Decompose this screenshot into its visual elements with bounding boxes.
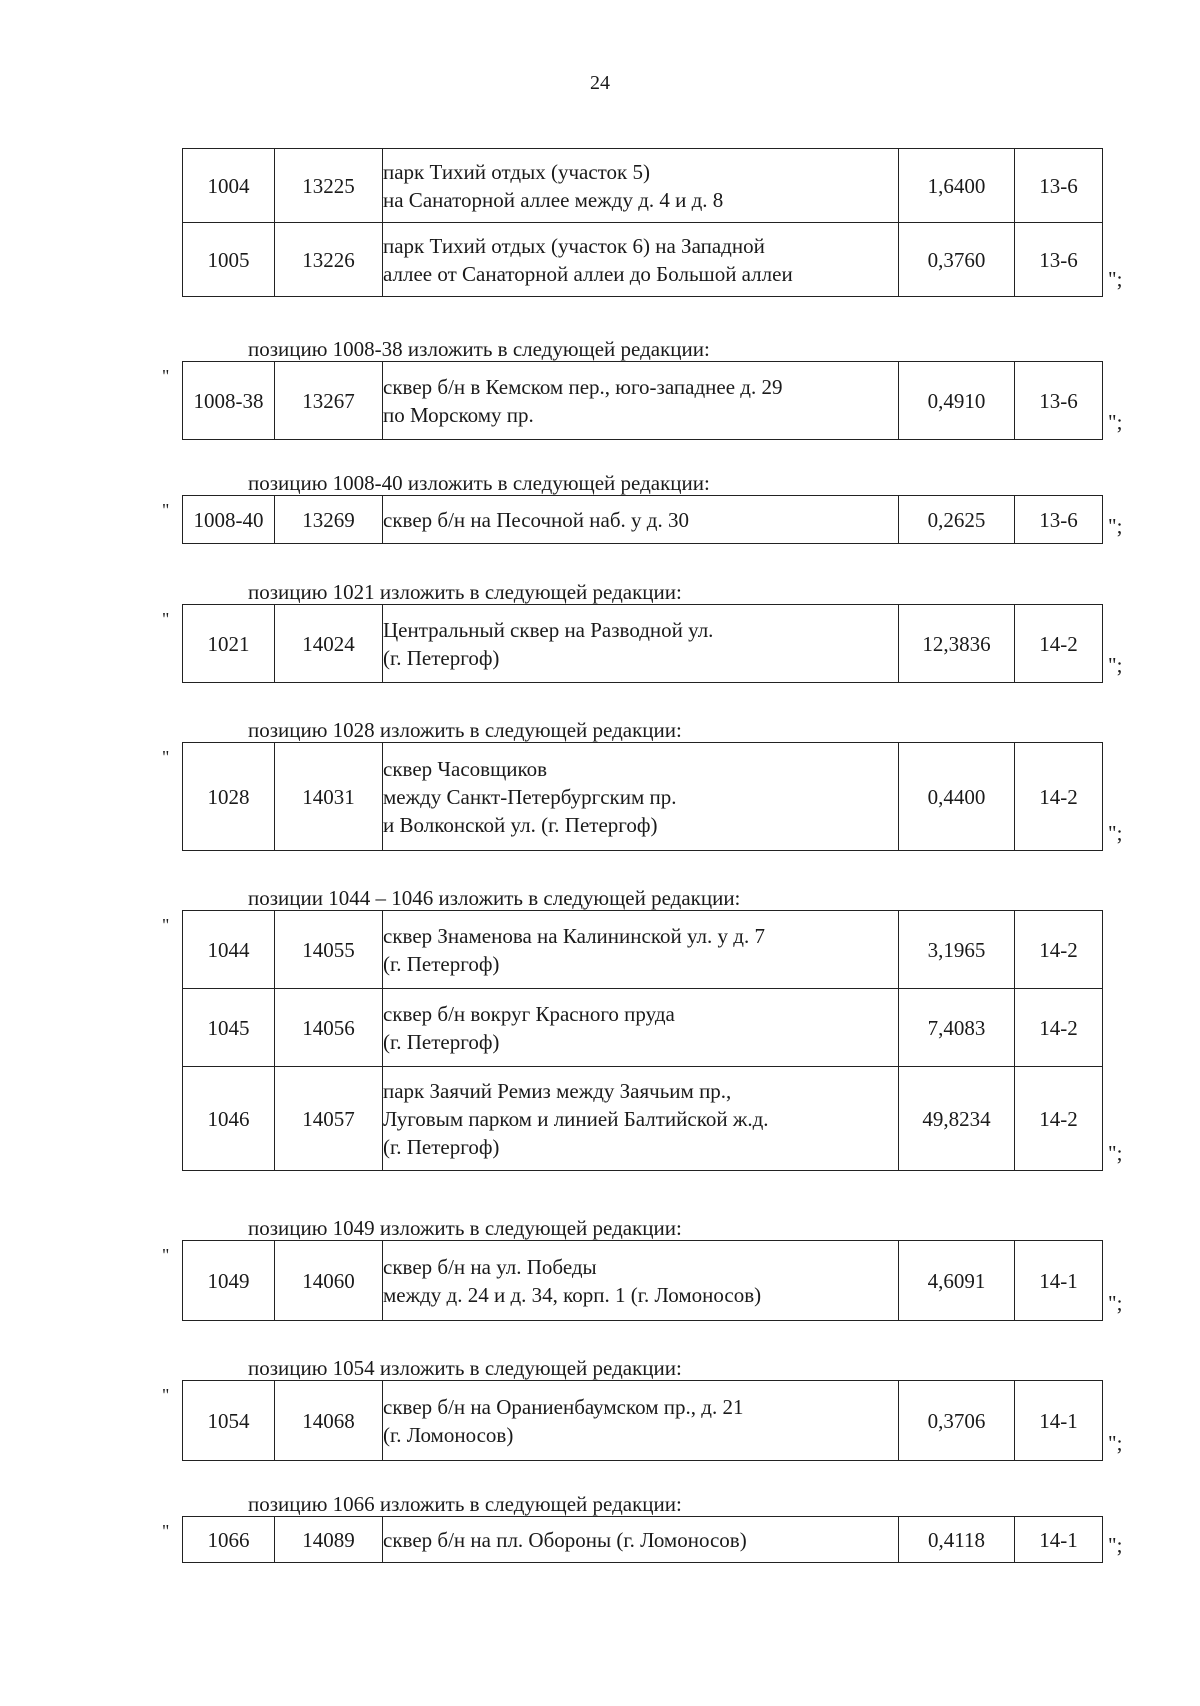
object-name-line: сквер Часовщиков bbox=[383, 756, 548, 781]
table-row bbox=[183, 223, 1103, 297]
area-cell: 49,8234 bbox=[899, 1067, 1015, 1171]
object-name-line: сквер б/н на ул. Победы bbox=[383, 1254, 597, 1279]
positions-table bbox=[182, 910, 1103, 1171]
object-name-line: между д. 24 и д. 34, корп. 1 (г. Ломоносов) bbox=[383, 1282, 762, 1307]
closing-quote: "; bbox=[1108, 410, 1123, 434]
table-row bbox=[183, 496, 1103, 544]
zone-cell: 14-2 bbox=[1015, 605, 1103, 683]
area-cell: 0,4910 bbox=[899, 362, 1015, 440]
table-row bbox=[183, 1381, 1103, 1461]
object-name-line: сквер б/н в Кемском пер., юго-западнее д. 29 bbox=[383, 374, 783, 399]
opening-quote: " bbox=[162, 915, 170, 935]
section-instruction: позицию 1054 изложить в следующей редакции: bbox=[248, 1356, 682, 1380]
position-number-cell: 1021 bbox=[183, 605, 275, 683]
area-cell: 12,3836 bbox=[899, 605, 1015, 683]
positions-table bbox=[182, 1240, 1103, 1321]
object-name-line: сквер б/н на Песочной наб. у д. 30 bbox=[383, 507, 689, 532]
object-code-cell: 13225 bbox=[275, 149, 383, 223]
object-name-line: между Санкт-Петербургским пр. bbox=[383, 784, 677, 809]
positions-table bbox=[182, 1380, 1103, 1461]
object-code-cell: 14089 bbox=[275, 1517, 383, 1563]
position-number-cell: 1045 bbox=[183, 989, 275, 1067]
object-code-cell: 14060 bbox=[275, 1241, 383, 1321]
table-row bbox=[183, 1517, 1103, 1563]
object-code-cell: 14057 bbox=[275, 1067, 383, 1171]
object-code-cell: 14056 bbox=[275, 989, 383, 1067]
object-name-line: на Санаторной аллее между д. 4 и д. 8 bbox=[383, 187, 724, 212]
opening-quote: " bbox=[162, 1245, 170, 1265]
zone-cell: 14-2 bbox=[1015, 743, 1103, 851]
position-number-cell: 1049 bbox=[183, 1241, 275, 1321]
table-row bbox=[183, 743, 1103, 851]
positions-table bbox=[182, 495, 1103, 544]
positions-table bbox=[182, 361, 1103, 440]
object-name-cell bbox=[383, 223, 899, 297]
position-number-cell: 1008-40 bbox=[183, 496, 275, 544]
position-number-cell: 1008-38 bbox=[183, 362, 275, 440]
area-cell: 0,3760 bbox=[899, 223, 1015, 297]
section-instruction: позицию 1028 изложить в следующей редакции: bbox=[248, 718, 682, 742]
object-name-cell bbox=[383, 605, 899, 683]
object-name-line: по Морскому пр. bbox=[383, 402, 534, 427]
object-code-cell: 13226 bbox=[275, 223, 383, 297]
section-instruction: позицию 1021 изложить в следующей редакции: bbox=[248, 580, 682, 604]
opening-quote: " bbox=[162, 609, 170, 629]
section-instruction: позиции 1044 – 1046 изложить в следующей редакции: bbox=[248, 886, 741, 910]
object-name-cell bbox=[383, 1067, 899, 1171]
object-name-line: сквер б/н вокруг Красного пруда bbox=[383, 1001, 675, 1026]
object-code-cell: 14068 bbox=[275, 1381, 383, 1461]
position-number-cell: 1044 bbox=[183, 911, 275, 989]
position-number-cell: 1046 bbox=[183, 1067, 275, 1171]
table-row bbox=[183, 1241, 1103, 1321]
object-name-cell bbox=[383, 1517, 899, 1563]
zone-cell: 13-6 bbox=[1015, 149, 1103, 223]
object-name-line: сквер Знаменова на Калининской ул. у д. 7 bbox=[383, 923, 765, 948]
object-code-cell: 14024 bbox=[275, 605, 383, 683]
area-cell: 0,4400 bbox=[899, 743, 1015, 851]
zone-cell: 14-1 bbox=[1015, 1381, 1103, 1461]
object-code-cell: 13269 bbox=[275, 496, 383, 544]
object-name-line: (г. Петергоф) bbox=[383, 1134, 500, 1159]
object-name-cell bbox=[383, 989, 899, 1067]
positions-table bbox=[182, 1516, 1103, 1563]
positions-table bbox=[182, 742, 1103, 851]
closing-quote: "; bbox=[1108, 653, 1123, 677]
object-name-line: сквер б/н на Ораниенбаумском пр., д. 21 bbox=[383, 1394, 744, 1419]
opening-quote: " bbox=[162, 747, 170, 767]
opening-quote: " bbox=[162, 500, 170, 520]
closing-quote: "; bbox=[1108, 1141, 1123, 1165]
area-cell: 3,1965 bbox=[899, 911, 1015, 989]
zone-cell: 13-6 bbox=[1015, 496, 1103, 544]
section-instruction: позицию 1066 изложить в следующей редакции: bbox=[248, 1492, 682, 1516]
table-row bbox=[183, 1067, 1103, 1171]
zone-cell: 14-2 bbox=[1015, 1067, 1103, 1171]
table-row bbox=[183, 911, 1103, 989]
object-name-line: аллее от Санаторной аллеи до Большой аллеи bbox=[383, 261, 793, 286]
object-name-cell bbox=[383, 496, 899, 544]
object-name-line: сквер б/н на пл. Обороны (г. Ломоносов) bbox=[383, 1527, 747, 1552]
object-name-cell bbox=[383, 149, 899, 223]
object-name-line: (г. Петергоф) bbox=[383, 1029, 500, 1054]
position-number-cell: 1066 bbox=[183, 1517, 275, 1563]
object-name-cell bbox=[383, 911, 899, 989]
table-row bbox=[183, 989, 1103, 1067]
zone-cell: 14-1 bbox=[1015, 1517, 1103, 1563]
positions-table bbox=[182, 148, 1103, 297]
object-name-cell bbox=[383, 362, 899, 440]
table-row bbox=[183, 362, 1103, 440]
area-cell: 1,6400 bbox=[899, 149, 1015, 223]
area-cell: 7,4083 bbox=[899, 989, 1015, 1067]
position-number-cell: 1054 bbox=[183, 1381, 275, 1461]
object-name-line: (г. Петергоф) bbox=[383, 645, 500, 670]
object-name-line: парк Заячий Ремиз между Заячьим пр., bbox=[383, 1078, 732, 1103]
closing-quote: "; bbox=[1108, 821, 1123, 845]
table-row bbox=[183, 605, 1103, 683]
object-code-cell: 14055 bbox=[275, 911, 383, 989]
object-name-line: (г. Петергоф) bbox=[383, 951, 500, 976]
object-code-cell: 14031 bbox=[275, 743, 383, 851]
zone-cell: 13-6 bbox=[1015, 223, 1103, 297]
zone-cell: 13-6 bbox=[1015, 362, 1103, 440]
section-instruction: позицию 1049 изложить в следующей редакции: bbox=[248, 1216, 682, 1240]
zone-cell: 14-1 bbox=[1015, 1241, 1103, 1321]
object-name-line: (г. Ломоносов) bbox=[383, 1422, 514, 1447]
position-number-cell: 1004 bbox=[183, 149, 275, 223]
object-name-line: и Волконской ул. (г. Петергоф) bbox=[383, 812, 658, 837]
closing-quote: "; bbox=[1108, 267, 1123, 291]
object-code-cell: 13267 bbox=[275, 362, 383, 440]
area-cell: 4,6091 bbox=[899, 1241, 1015, 1321]
closing-quote: "; bbox=[1108, 514, 1123, 538]
section-instruction: позицию 1008-38 изложить в следующей редакции: bbox=[248, 337, 710, 361]
closing-quote: "; bbox=[1108, 1431, 1123, 1455]
object-name-line: Луговым парком и линией Балтийской ж.д. bbox=[383, 1106, 769, 1131]
position-number-cell: 1005 bbox=[183, 223, 275, 297]
closing-quote: "; bbox=[1108, 1533, 1123, 1557]
zone-cell: 14-2 bbox=[1015, 911, 1103, 989]
section-instruction: позицию 1008-40 изложить в следующей редакции: bbox=[248, 471, 710, 495]
opening-quote: " bbox=[162, 1521, 170, 1541]
position-number-cell: 1028 bbox=[183, 743, 275, 851]
zone-cell: 14-2 bbox=[1015, 989, 1103, 1067]
object-name-line: парк Тихий отдых (участок 6) на Западной bbox=[383, 233, 765, 258]
closing-quote: "; bbox=[1108, 1291, 1123, 1315]
area-cell: 0,3706 bbox=[899, 1381, 1015, 1461]
object-name-cell bbox=[383, 743, 899, 851]
area-cell: 0,2625 bbox=[899, 496, 1015, 544]
object-name-line: Центральный сквер на Разводной ул. bbox=[383, 617, 714, 642]
object-name-cell bbox=[383, 1381, 899, 1461]
area-cell: 0,4118 bbox=[899, 1517, 1015, 1563]
object-name-line: парк Тихий отдых (участок 5) bbox=[383, 159, 650, 184]
table-row bbox=[183, 149, 1103, 223]
opening-quote: " bbox=[162, 1385, 170, 1405]
positions-table bbox=[182, 604, 1103, 683]
opening-quote: " bbox=[162, 366, 170, 386]
object-name-cell bbox=[383, 1241, 899, 1321]
page-number: 24 bbox=[590, 72, 610, 94]
